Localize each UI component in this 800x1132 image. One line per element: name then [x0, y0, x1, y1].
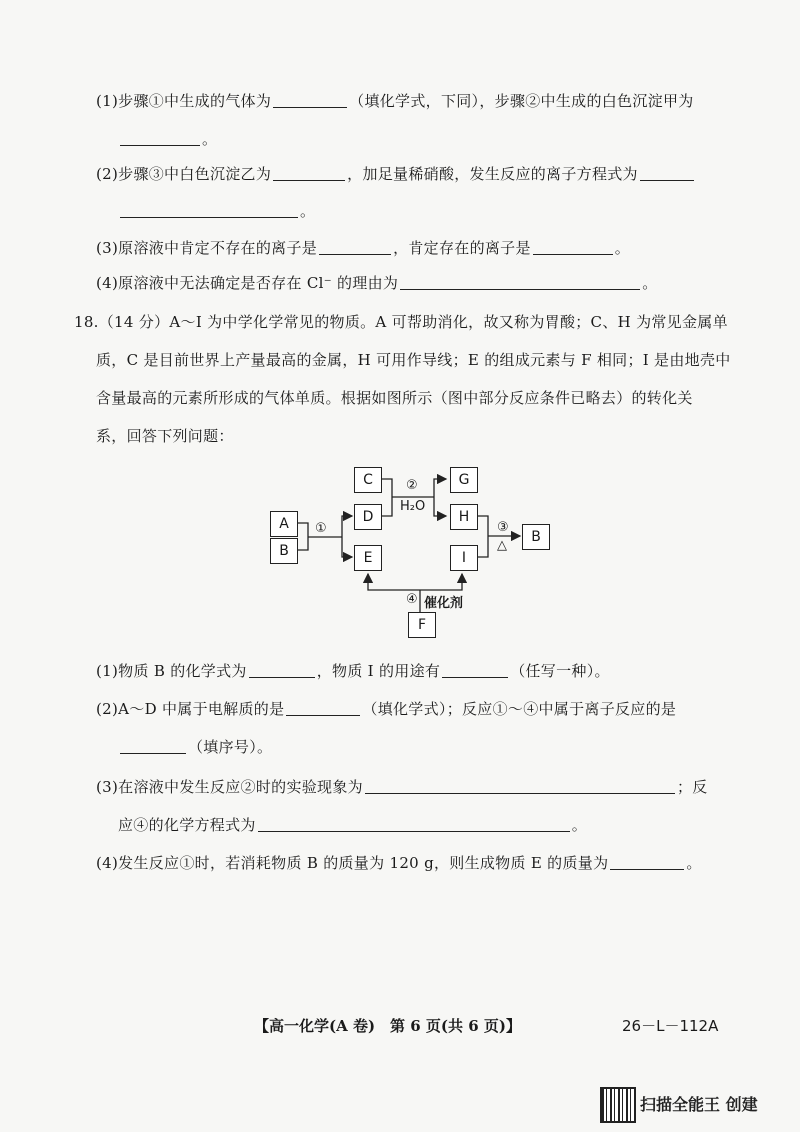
compound-box-e: E [354, 545, 382, 571]
scanner-watermark: 扫描全能王 创建 [640, 1095, 758, 1114]
qr-code-icon [600, 1087, 636, 1123]
answer-blank[interactable] [365, 779, 675, 794]
compound-box-f: F [408, 612, 436, 638]
reaction-4-label: ④ [406, 592, 418, 607]
compound-box-b: B [270, 538, 298, 564]
reaction-2-label: ② [406, 478, 418, 493]
q18-intro-line3: 含量最高的元素所形成的气体单质。根据如图所示（图中部分反应条件已略去）的转化关 [96, 389, 693, 407]
compound-box-c: C [354, 467, 382, 493]
reaction-1-label: ① [315, 521, 327, 536]
compound-box-i: I [450, 545, 478, 571]
q18-intro-line2: 质，C 是目前世界上产量最高的金属，H 可用作导线；E 的组成元素与 F 相同；I 是由地壳中 [96, 351, 731, 369]
answer-blank[interactable] [258, 817, 570, 832]
compound-box-a: A [270, 511, 298, 537]
q18-intro-line4: 系，回答下列问题： [96, 427, 234, 445]
compound-box-b-product: B [522, 524, 550, 550]
q17-part3: (3)原溶液中肯定不存在的离子是 ，肯定存在的离子是 。 [96, 239, 631, 257]
catalyst-label: 催化剂 [424, 596, 464, 611]
page-footer-title: 【高一化学(A 卷) 第 6 页(共 6 页)】 [254, 1017, 522, 1035]
answer-blank[interactable] [249, 663, 315, 678]
compound-box-h: H [450, 504, 478, 530]
q17-part1-line2: 。 [118, 128, 217, 149]
answer-blank[interactable] [442, 663, 508, 678]
answer-blank[interactable] [610, 855, 684, 870]
q18-sub4: (4)发生反应①时，若消耗物质 B 的质量为 120 g，则生成物质 E 的质量为 。 [96, 854, 702, 872]
q17-part1-line1: (1)步骤①中生成的气体为 （填化学式，下同），步骤②中生成的白色沉淀甲为 [96, 92, 694, 110]
water-label: H₂O [400, 499, 426, 514]
q17-part2-line1: (2)步骤③中白色沉淀乙为 ，加足量稀硝酸，发生反应的离子方程式为 [96, 163, 696, 184]
q18-intro-line1: 18.（14 分）A～I 为中学化学常见的物质。A 可帮助消化，故又称为胃酸；C、H 为常见金属单 [74, 313, 728, 331]
q18-sub3-line1: (3)在溶液中发生反应②时的实验现象为 ；反 [96, 778, 708, 796]
paper-code: 26－L－112A [622, 1017, 719, 1035]
compound-box-d: D [354, 504, 382, 530]
reaction-3-label: ③ [497, 520, 509, 535]
q18-sub2-line1: (2)A～D 中属于电解质的是 （填化学式）；反应①～④中属于离子反应的是 [96, 700, 677, 718]
heat-label: △ [497, 538, 507, 553]
q18-sub3-line2: 应④的化学方程式为 。 [118, 816, 588, 834]
q18-sub1: (1)物质 B 的化学式为 ，物质 I 的用途有 （任写一种）。 [96, 662, 610, 680]
q18-sub2-line2: （填序号）。 [118, 736, 272, 757]
compound-box-g: G [450, 467, 478, 493]
answer-blank[interactable] [120, 739, 186, 754]
answer-blank[interactable] [286, 701, 360, 716]
q17-part4: (4)原溶液中无法确定是否存在 Cl⁻ 的理由为 。 [96, 274, 658, 292]
q17-part2-line2: 。 [118, 200, 315, 221]
